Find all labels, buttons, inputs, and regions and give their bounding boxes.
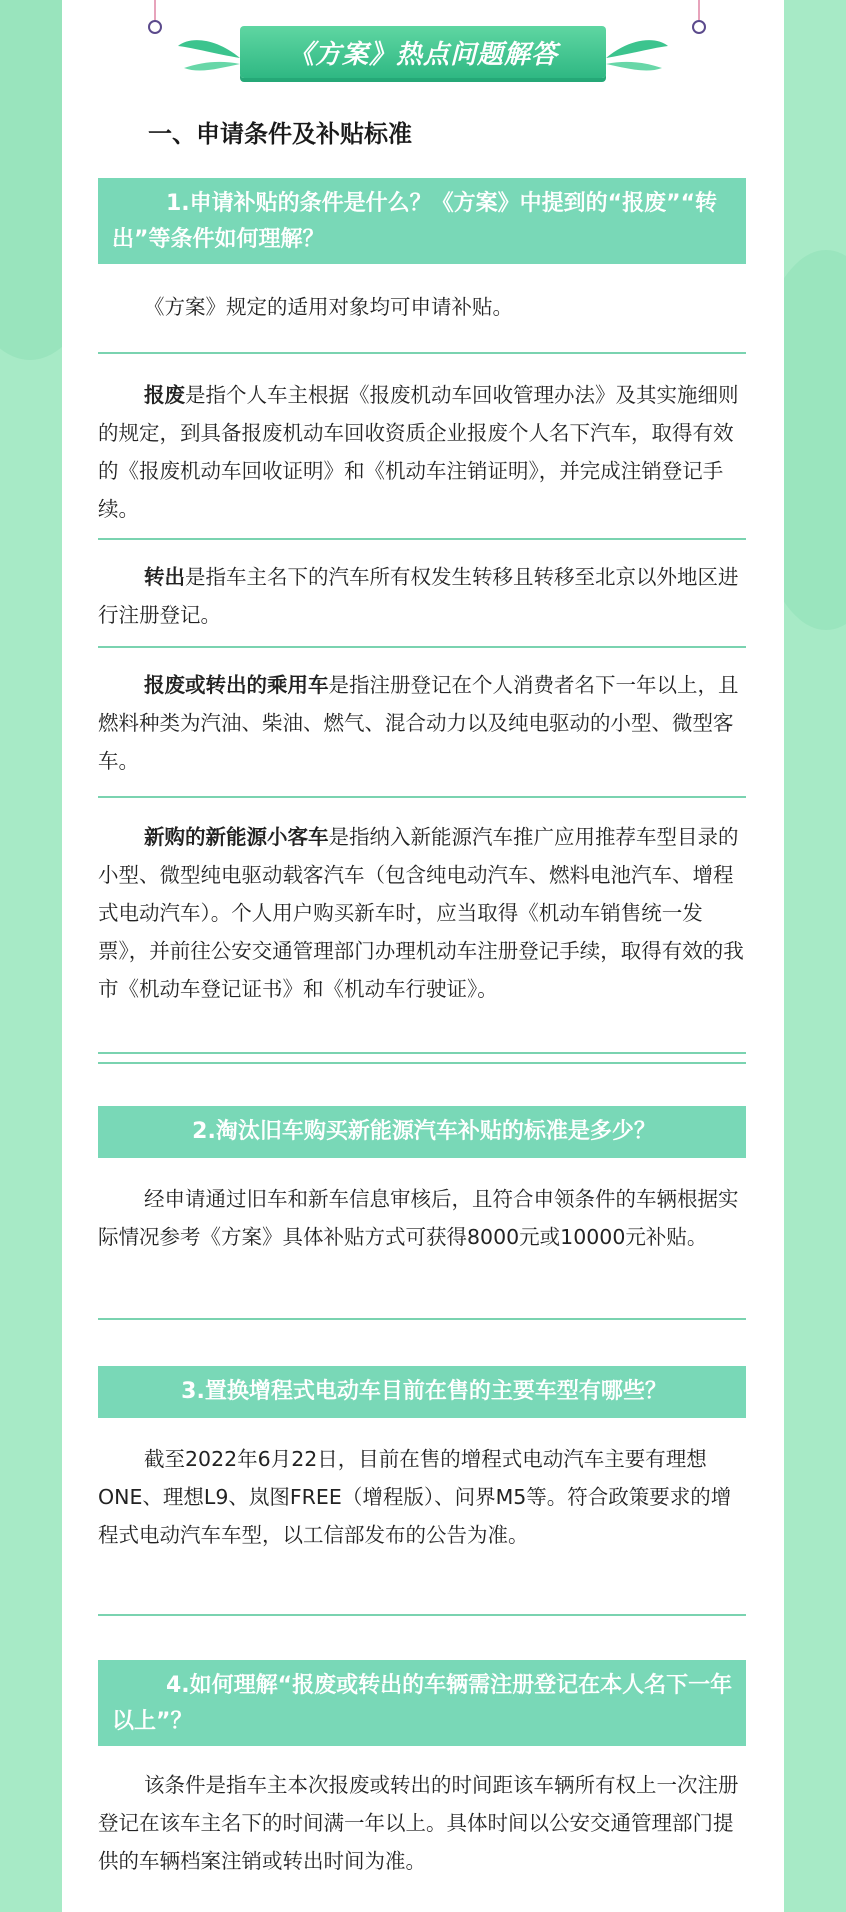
- question-box: [98, 1366, 746, 1418]
- term-bold: 新购的新能源小客车: [144, 825, 329, 849]
- question-text: 2.淘汰旧车购买新能源汽车补贴的标准是多少？: [192, 1119, 656, 1144]
- answer-text: 是指个人车主根据《报废机动车回收管理办法》及其实施细则的规定，到具备报废机动车回收资质企业报废个人名下汽车，取得有效的《报废机动车回收证明》和《机动车注销证明》，并完成注销登记手续。: [98, 383, 739, 521]
- divider: [98, 1062, 746, 1064]
- question-text: 1.申请补贴的条件是什么？《方案》中提到的“报废”“转出”等条件如何理解？: [112, 191, 718, 252]
- divider: [98, 352, 746, 354]
- answer-paragraph: [98, 666, 746, 780]
- question-box: [98, 1106, 746, 1158]
- title-banner: [240, 26, 606, 78]
- answer-text: 是指注册登记在个人消费者名下一年以上，且燃料种类为汽油、柴油、燃气、混合动力以及纯电驱动的小型、微型客车。: [98, 673, 739, 773]
- page-title: 《方案》热点问题解答: [287, 39, 558, 70]
- content-card: [62, 0, 784, 1912]
- divider: [98, 538, 746, 540]
- pin-icon: [692, 0, 706, 42]
- answer-text: 经申请通过旧车和新车信息审核后，且符合申领条件的车辆根据实际情况参考《方案》具体补贴方式可获得8000元或10000元补贴。: [98, 1187, 739, 1249]
- answer-paragraph: [98, 1180, 746, 1256]
- divider: [98, 1318, 746, 1320]
- question-text: 4.如何理解“报废或转出的车辆需注册登记在本人名下一年以上”？: [112, 1673, 733, 1734]
- answer-paragraph: [98, 818, 746, 1008]
- answer-text: 是指纳入新能源汽车推广应用推荐车型目录的小型、微型纯电驱动载客汽车（包含纯电动汽车、燃料电池汽车、增程式电动汽车）。个人用户购买新车时，应当取得《机动车销售统一发票》，并前往公安交通管理部门办理机动车注册登记手续，取得有效的我市《机动车登记证书》和《机动车行驶证》。: [98, 825, 744, 1001]
- answer-paragraph: [98, 288, 746, 326]
- divider: [98, 796, 746, 798]
- divider: [98, 1614, 746, 1616]
- leaf-icon: [606, 28, 670, 76]
- term-bold: 转出: [144, 565, 185, 589]
- answer-text: 截至2022年6月22日，目前在售的增程式电动汽车主要有理想ONE、理想L9、岚图FREE（增程版）、问界M5等。符合政策要求的增程式电动汽车车型，以工信部发布的公告为准。: [98, 1447, 732, 1547]
- answer-paragraph: [98, 376, 746, 528]
- divider: [98, 1052, 746, 1054]
- pin-icon: [148, 0, 162, 42]
- divider: [98, 646, 746, 648]
- answer-text: 是指车主名下的汽车所有权发生转移且转移至北京以外地区进行注册登记。: [98, 565, 739, 627]
- question-text: 3.置换增程式电动车目前在售的主要车型有哪些？: [181, 1379, 667, 1404]
- answer-text: 《方案》规定的适用对象均可申请补贴。: [144, 295, 513, 319]
- question-box: [98, 178, 746, 264]
- answer-paragraph: [98, 558, 746, 634]
- answer-text: 该条件是指车主本次报废或转出的时间距该车辆所有权上一次注册登记在该车主名下的时间满一年以上。具体时间以公安交通管理部门提供的车辆档案注销或转出时间为准。: [98, 1773, 739, 1873]
- answer-paragraph: [98, 1766, 746, 1880]
- question-box: [98, 1660, 746, 1746]
- term-bold: 报废: [144, 383, 185, 407]
- section-heading: 一、申请条件及补贴标准: [148, 120, 412, 148]
- term-bold: 报废或转出的乘用车: [144, 673, 329, 697]
- answer-paragraph: [98, 1440, 746, 1554]
- leaf-icon: [176, 28, 240, 76]
